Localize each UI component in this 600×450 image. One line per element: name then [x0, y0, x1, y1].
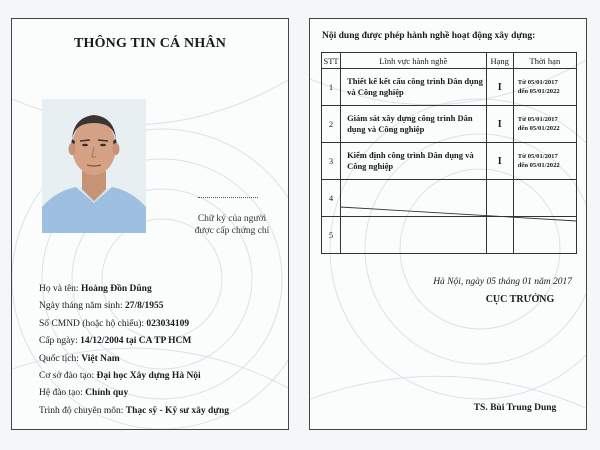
- practice-field: Kiểm định công trình Dân dụng và Công nghiệp: [341, 143, 487, 180]
- birth-date-row: [39, 298, 289, 315]
- permit-table: [321, 52, 577, 254]
- row-number: 3: [322, 143, 341, 180]
- table-header-row: [322, 53, 577, 69]
- signature-caption-line2: được cấp chứng chỉ: [194, 226, 270, 236]
- row-number: 4: [322, 180, 341, 217]
- valid-from: Từ 05/01/2017: [517, 116, 558, 123]
- table-row-empty: [322, 180, 577, 217]
- field-value: 023034109: [146, 318, 190, 329]
- table-row: [322, 106, 577, 143]
- field-label: Cơ sở đào tạo:: [39, 371, 97, 382]
- training-institution-row: [39, 368, 289, 385]
- validity-term: [513, 143, 576, 180]
- personal-info-card: [11, 18, 289, 430]
- empty-cell: [486, 217, 513, 254]
- field-label: Hệ đào tạo:: [39, 388, 86, 399]
- rank: I: [486, 106, 513, 143]
- field-label: Ngày tháng năm sinh:: [39, 301, 126, 312]
- valid-to: đến 05/01/2022: [517, 88, 560, 95]
- row-number: 5: [322, 217, 341, 254]
- nationality-row: [39, 351, 289, 368]
- field-value: Đại học Xây dựng Hà Nội: [96, 371, 201, 382]
- signer-name: TS. Bùi Trung Dung: [473, 403, 557, 413]
- field-value: Chính quy: [85, 388, 129, 399]
- col-header-rank: Hạng: [486, 53, 513, 69]
- col-header-stt: STT: [322, 53, 341, 69]
- col-header-term: Thời hạn: [513, 53, 576, 69]
- rank: I: [486, 143, 513, 180]
- valid-from: Từ 05/01/2017: [517, 79, 558, 86]
- field-label: Cấp ngày:: [39, 336, 81, 347]
- personal-info-list: [39, 281, 289, 420]
- valid-from: Từ 05/01/2017: [517, 153, 558, 160]
- valid-to: đến 05/01/2022: [517, 162, 560, 169]
- place-date: Hà Nội, ngày 05 tháng 01 năm 2017: [433, 277, 572, 287]
- table-row-empty: [322, 217, 577, 254]
- id-number-row: [39, 316, 289, 333]
- empty-cell: [341, 217, 487, 254]
- validity-term: [513, 106, 576, 143]
- practice-field: Giám sát xây dựng công trình Dân dụng và Công nghiệp: [341, 106, 487, 143]
- empty-cell: [486, 180, 513, 217]
- issue-date-row: [39, 333, 289, 350]
- field-value: Hoàng Đồn Dũng: [80, 284, 152, 294]
- row-number: 2: [322, 106, 341, 143]
- field-value: 14/12/2004 tại CA TP HCM: [80, 336, 192, 347]
- practice-field: Thiết kế kết cấu công trình Dân dụng và Công nghiệp: [341, 69, 487, 106]
- signer-title: CỤC TRƯỞNG: [485, 294, 555, 305]
- permit-card: [309, 18, 587, 430]
- card-title: THÔNG TIN CÁ NHÂN: [73, 36, 227, 51]
- col-header-field: Lĩnh vực hành nghề: [341, 53, 487, 69]
- training-type-row: [39, 385, 289, 402]
- field-value: Thạc sỹ - Kỹ sư xây dựng: [125, 405, 229, 416]
- qualification-row: [39, 403, 289, 420]
- empty-cell: [513, 217, 576, 254]
- validity-term: [513, 69, 576, 106]
- row-number: 1: [322, 69, 341, 106]
- portrait-photo: [42, 99, 146, 233]
- empty-cell: [341, 180, 487, 217]
- portrait-image: [42, 99, 146, 233]
- field-value: Việt Nam: [81, 353, 120, 364]
- field-label: Quốc tịch:: [39, 353, 82, 364]
- empty-cell: [513, 180, 576, 217]
- table-row: [322, 69, 577, 106]
- signature-caption-line1: Chữ ký của người: [197, 214, 267, 224]
- table-row: [322, 143, 577, 180]
- full-name-row: [39, 281, 289, 298]
- field-value: 27/8/1955: [125, 301, 164, 312]
- signature-caption: [182, 213, 282, 237]
- valid-to: đến 05/01/2022: [517, 125, 560, 132]
- field-label: Họ và tên:: [39, 284, 81, 294]
- permit-heading: Nội dung được phép hành nghề hoạt động xây dựng:: [322, 31, 536, 41]
- field-label: Trình độ chuyên môn:: [39, 405, 126, 416]
- rank: I: [486, 69, 513, 106]
- signature-line: [198, 197, 258, 198]
- field-label: Số CMND (hoặc hộ chiếu):: [39, 318, 147, 329]
